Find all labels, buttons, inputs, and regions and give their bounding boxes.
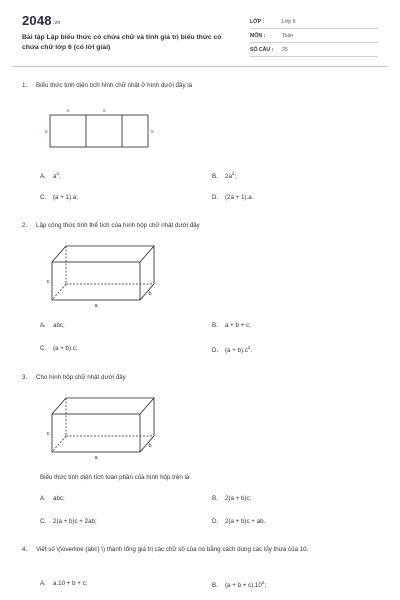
option-letter: B. xyxy=(212,173,218,181)
option-sup: 2 xyxy=(261,580,265,585)
label-a-top-right: a xyxy=(102,108,106,114)
meta-row-count xyxy=(250,43,378,57)
rectangle-figure xyxy=(40,103,160,153)
option-text: 2(a + b)c + ab. xyxy=(225,518,266,525)
option-tail: ; xyxy=(58,173,61,181)
meta-label: SỐ CÂU : xyxy=(250,46,274,53)
question-number: 1. xyxy=(22,82,28,89)
meta-label: MÔN : xyxy=(250,32,266,39)
option-1a[interactable] xyxy=(40,171,61,180)
box-figure-q3 xyxy=(44,392,164,462)
meta-value: Lớp 6 xyxy=(282,18,296,25)
option-letter: A. xyxy=(40,580,46,587)
label-a: a xyxy=(94,303,98,309)
meta-value: Toán xyxy=(282,32,294,39)
option-2a[interactable] xyxy=(40,322,65,329)
option-letter: A. xyxy=(40,495,46,502)
logo-text: 2048 xyxy=(22,13,52,28)
option-letter: B. xyxy=(212,582,218,590)
meta-row-subject xyxy=(250,29,378,43)
option-4b[interactable] xyxy=(212,580,266,589)
meta-row-class xyxy=(250,15,378,29)
option-2c[interactable] xyxy=(40,345,78,352)
question-text: Cho hình hộp chữ nhật dưới đây xyxy=(36,374,126,381)
logo-suffix: .vn xyxy=(52,20,61,26)
option-letter: C. xyxy=(40,194,47,201)
option-tail: ; xyxy=(264,582,267,590)
label-a-left: a xyxy=(44,129,48,135)
option-text: (a + b + c).10 xyxy=(225,582,262,590)
option-letter: A. xyxy=(40,322,46,329)
label-c: c xyxy=(46,279,50,285)
option-1d[interactable] xyxy=(212,194,253,201)
site-logo[interactable] xyxy=(22,13,61,28)
option-3b[interactable] xyxy=(212,495,251,502)
label-a-right: a xyxy=(150,129,154,135)
option-letter: D. xyxy=(212,518,219,525)
option-sup: 2 xyxy=(56,171,59,176)
option-sup: 2 xyxy=(247,345,251,350)
question-3 xyxy=(22,373,366,383)
label-b: b xyxy=(148,291,152,297)
question-3-followup: Biểu thức tính diện tích toàn phần của hình hộp trên là xyxy=(40,474,190,481)
question-number: 3. xyxy=(22,374,28,381)
option-tail: . xyxy=(250,347,253,355)
option-3a[interactable] xyxy=(40,495,65,502)
meta-value: 25 xyxy=(282,46,288,53)
option-text: abc; xyxy=(53,495,65,502)
question-4 xyxy=(22,545,366,555)
option-letter: A. xyxy=(40,173,46,181)
option-text: (a + b).c; xyxy=(53,345,78,352)
option-text: 2(a + b)c; xyxy=(225,495,252,502)
question-number: 4. xyxy=(22,546,28,553)
option-letter: B. xyxy=(212,495,218,502)
option-3d[interactable] xyxy=(212,518,265,525)
option-text: abc; xyxy=(53,322,65,329)
option-2b[interactable] xyxy=(212,322,251,329)
option-text: (a + 1).a; xyxy=(53,194,78,201)
option-letter: D. xyxy=(212,347,219,355)
question-number: 2. xyxy=(22,222,28,229)
option-text: (2a + 1).a. xyxy=(225,194,254,201)
question-1 xyxy=(22,81,366,91)
label-a-top-left: a xyxy=(66,108,70,114)
option-letter: B. xyxy=(212,322,218,329)
box-figure-q2 xyxy=(44,240,164,310)
option-letter: D. xyxy=(212,194,219,201)
option-text: 2a xyxy=(225,173,232,181)
option-letter: C. xyxy=(40,518,47,525)
question-2 xyxy=(22,221,366,231)
option-text: (a + b).c xyxy=(225,347,248,355)
meta-box xyxy=(250,15,378,57)
label-b: b xyxy=(148,443,152,449)
option-text: a + b + c; xyxy=(225,322,251,329)
option-3c[interactable] xyxy=(40,518,97,525)
document-title: Bài tập Lập biểu thức có chứa chữ và tính giá trị biểu thức có chứa chữ lớp 6 (có lời giải) xyxy=(22,34,222,51)
option-letter: C. xyxy=(40,345,47,352)
option-2d[interactable] xyxy=(212,345,252,354)
option-tail: ; xyxy=(234,173,237,181)
option-sup: 2 xyxy=(231,171,235,176)
header-divider xyxy=(12,66,388,67)
question-text: Lập công thức tính thể tích của hình hộp chữ nhật dưới đây xyxy=(36,222,200,229)
option-text: 2(a + b)c + 2ab; xyxy=(53,518,97,525)
meta-label: LỚP : xyxy=(250,18,265,25)
option-text: a.10 + b + c; xyxy=(53,580,88,587)
option-1b[interactable] xyxy=(212,171,236,180)
option-1c[interactable] xyxy=(40,194,78,201)
question-text: Viết số \(\overline {abc} \) thành tổng giá trị các chữ số của nó bằng cách dùng các lũy thừa của 10. xyxy=(36,546,309,553)
label-a: a xyxy=(94,455,98,461)
question-text: Biểu thức tính diện tích hình chữ nhật ở hình dưới đây là xyxy=(36,82,193,89)
label-c: c xyxy=(46,431,50,437)
option-text: a xyxy=(53,173,57,181)
option-4a[interactable] xyxy=(40,580,87,587)
